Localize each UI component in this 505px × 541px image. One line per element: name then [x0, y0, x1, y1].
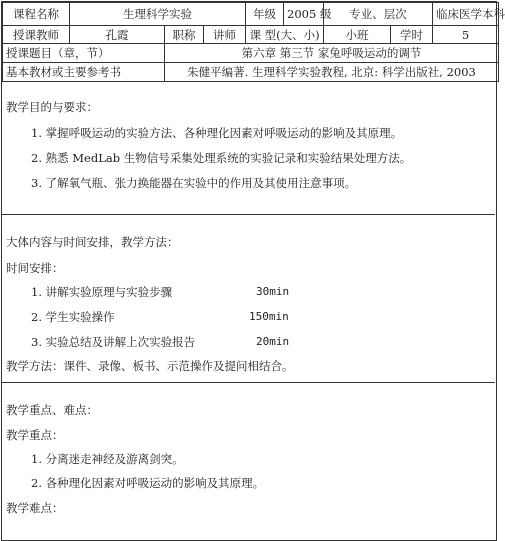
header-row-course [3, 3, 499, 26]
major-label: 专业、层次 [324, 3, 433, 26]
content-heading: 大体内容与时间安排，教学方法： [6, 235, 179, 249]
header-table [2, 2, 505, 82]
grade-value: 2005 级 [284, 3, 324, 26]
topic-value: 第六章 第三节 家兔呼吸运动的调节 [165, 44, 499, 63]
objectives-heading: 教学目的与要求： [6, 100, 98, 114]
textbook-label: 基本教材或主要参考书 [3, 63, 165, 82]
title-value: 讲师 [204, 26, 246, 44]
schedule-item-1-label: 1. 讲解实验原理与实验步骤 [31, 285, 173, 299]
header-row-textbook [3, 63, 499, 82]
teacher-value: 孔霞 [70, 26, 165, 44]
schedule-item-3-label: 3. 实验总结及讲解上次实验报告 [31, 335, 196, 349]
focus-item-2: 2. 各种理化因素对呼吸运动的影响及其原理。 [31, 476, 265, 490]
difficulty-heading: 教学难点： [6, 501, 64, 515]
content-section [1, 215, 495, 383]
hours-value: 5 [433, 26, 499, 44]
major-value: 临床医学本科 [433, 3, 499, 26]
time-heading: 时间安排： [6, 261, 64, 275]
course-name-value: 生理科学实验 [70, 3, 246, 26]
objective-item-2: 2. 熟悉 MedLab 生物信号采集处理系统的实验记录和实验结果处理方法。 [31, 151, 412, 165]
topic-label: 授课题目（章，节） [3, 44, 165, 63]
grade-label: 年级 [246, 3, 284, 26]
schedule-item-3-time: 20min [256, 335, 290, 348]
objectives-section [1, 80, 495, 215]
hours-label: 学时 [391, 26, 433, 44]
keypoints-section [1, 383, 495, 523]
class-type-label: 课 型(大、小) [246, 26, 324, 44]
course-name-label: 课程名称 [3, 3, 70, 26]
schedule-item-2-label: 2. 学生实验操作 [31, 310, 115, 324]
keypoints-heading: 教学重点、难点： [6, 403, 98, 417]
title-label: 职称 [165, 26, 204, 44]
class-type-value: 小班 [324, 26, 391, 44]
teaching-methods: 教学方法：课件、录像、板书、示范操作及提问相结合。 [6, 359, 294, 373]
header-row-teacher [3, 26, 499, 44]
focus-heading: 教学重点： [6, 428, 64, 442]
schedule-item-1-time: 30min [256, 285, 290, 298]
schedule-item-2-time: 150min [249, 310, 289, 323]
textbook-value: 朱健平编著. 生理科学实验教程, 北京: 科学出版社, 2003 [165, 63, 499, 82]
objective-item-1: 1. 掌握呼吸运动的实验方法、各种理化因素对呼吸运动的影响及其原理。 [31, 126, 403, 140]
teacher-label: 授课教师 [3, 26, 70, 44]
objective-item-3: 3. 了解氧气瓶、张力换能器在实验中的作用及其使用注意事项。 [31, 176, 357, 190]
header-row-topic [3, 44, 499, 63]
focus-item-1: 1. 分离迷走神经及游离剑突。 [31, 452, 184, 466]
